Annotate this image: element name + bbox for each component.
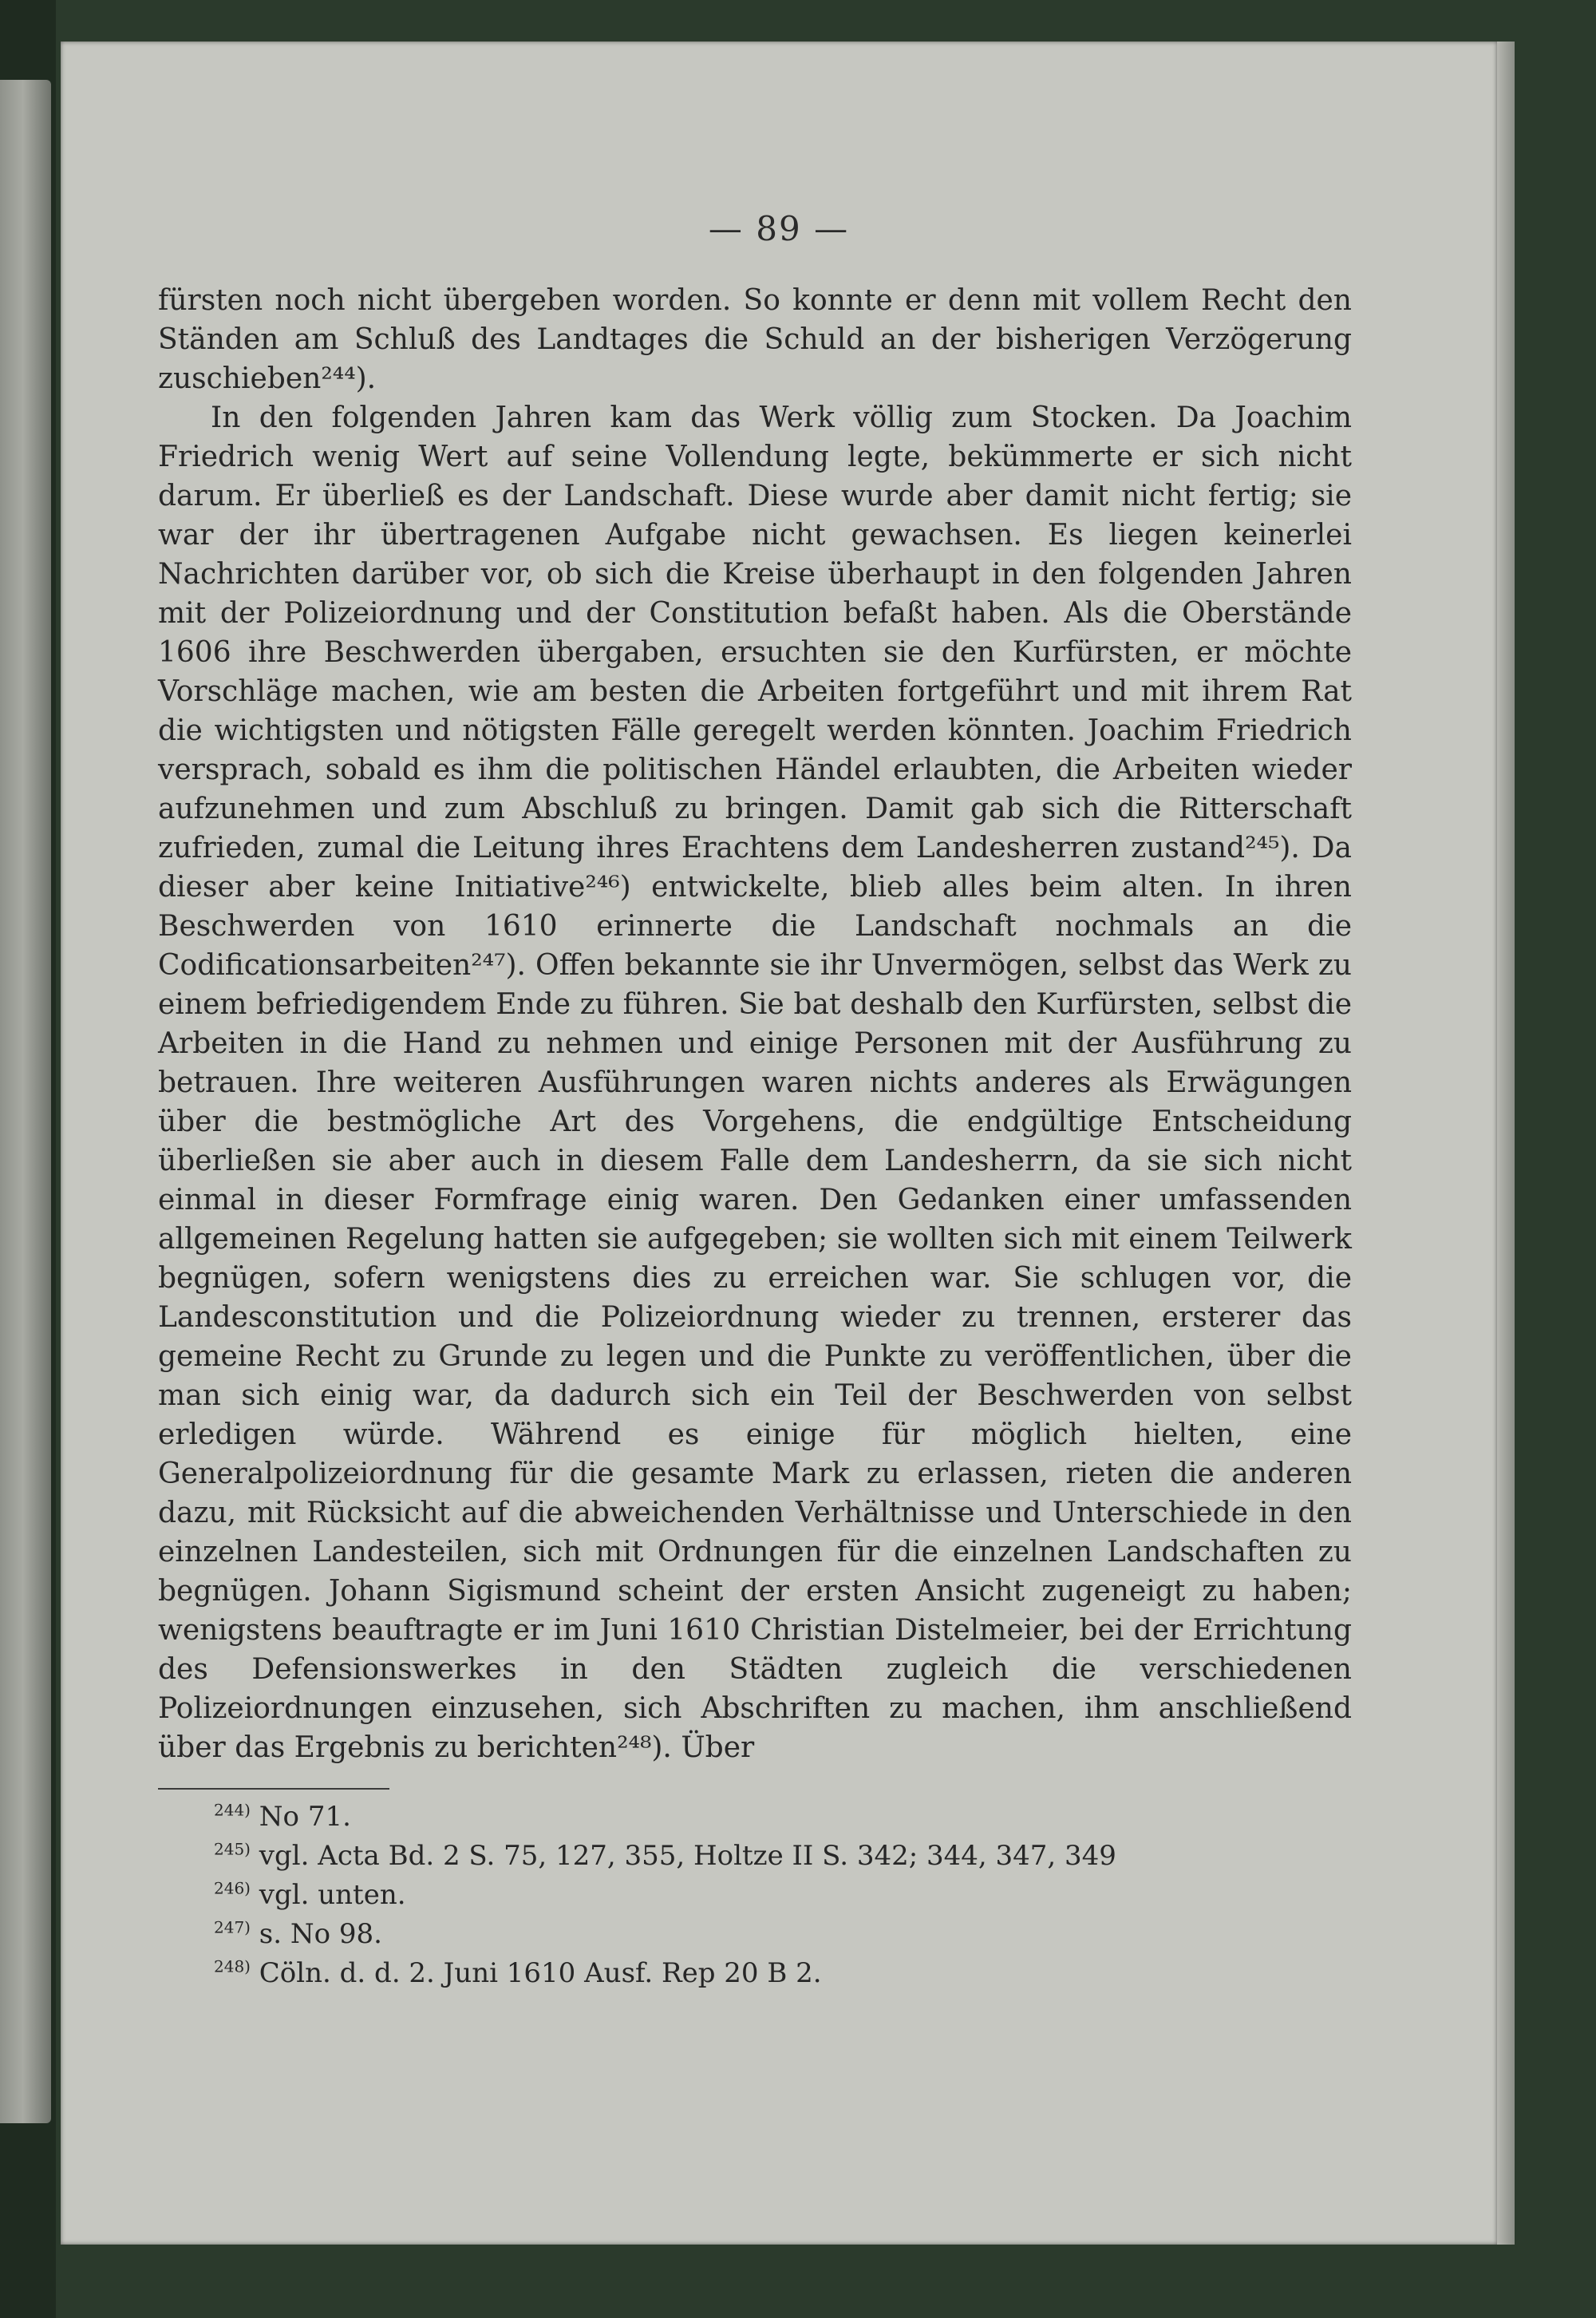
footnotes	[214, 1798, 1347, 1993]
page-stack-edge	[1497, 42, 1515, 2245]
footnote-244	[214, 1798, 1347, 1837]
footnote-number: 244)	[214, 1800, 251, 1820]
footnote-247	[214, 1915, 1347, 1954]
body-text	[158, 281, 1352, 1767]
footnote-text: vgl. Acta Bd. 2 S. 75, 127, 355, Holtze II S. 342; 344, 347, 349	[259, 1840, 1116, 1872]
book-page	[61, 42, 1497, 2245]
paragraph-continuation: fürsten noch nicht übergeben worden. So konnte er denn mit vollem Recht den Ständen am Schluß des Landtages die Schuld an der bisherigen Verzögerung zuschieben²⁴⁴).	[158, 284, 1352, 395]
footnote-number: 245)	[214, 1839, 251, 1859]
footnote-245	[214, 1837, 1347, 1876]
footnote-separator	[158, 1788, 389, 1790]
footnote-number: 247)	[214, 1917, 251, 1937]
footnote-248	[214, 1954, 1347, 1993]
paragraph-main: In den folgenden Jahren kam das Werk völlig zum Stocken. Da Joachim Friedrich wenig Wert auf seine Vollendung legte, bekümmerte er sich nicht darum. Er überließ es der Landschaft. Diese wurde aber damit nicht fertig; sie war der ihr übertragenen Aufgabe nicht gewachsen. Es liegen keinerlei Nachrichten darüber vor, ob sich die Kreise überhaupt in den folgenden Jahren mit der Polizeiordnung und der Constitution befaßt haben. Als die Oberstände 1606 ihre Beschwerden übergaben, ersuchten sie den Kurfürsten, er möchte Vorschläge machen, wie am besten die Arbeiten fortgeführt und mit ihrem Rat die wichtigsten und nötigsten Fälle geregelt werden könnten. Joachim Friedrich versprach, sobald es ihm die politischen Händel erlaubten, die Arbeiten wieder aufzunehmen und zum Abschluß zu bringen. Damit gab sich die Ritterschaft zufrieden, zumal die Leitung ihres Erachtens dem Landesherren zustand²⁴⁵). Da dieser aber keine Initiative²⁴⁶) entwickelte, blieb alles beim alten. In ihren Beschwerden von 1610 erinnerte die Landschaft nochmals an die Codificationsarbeiten²⁴⁷). Offen bekannte sie ihr Unvermögen, selbst das Werk zu einem befriedigendem Ende zu führen. Sie bat deshalb den Kurfürsten, selbst die Arbeiten in die Hand zu nehmen und einige Personen mit der Ausführung zu betrauen. Ihre weiteren Ausführungen waren nichts anderes als Erwägungen über die bestmögliche Art des Vorgehens, die endgültige Entscheidung überließen sie aber auch in diesem Falle dem Landesherrn, da sie sich nicht einmal in dieser Formfrage einig waren. Den Gedanken einer umfassenden allgemeinen Regelung hatten sie aufgegeben; sie wollten sich mit einem Teilwerk begnügen, sofern wenigstens dies zu erreichen war. Sie schlugen vor, die Landesconstitution und die Polizeiordnung wieder zu trennen, ersterer das gemeine Recht zu Grunde zu legen und die Punkte zu veröffentlichen, über die man sich einig war, da dadurch sich ein Teil der Beschwerden von selbst erledigen würde. Während es einige für möglich hielten, eine Generalpolizeiordnung für die gesamte Mark zu erlassen, rieten die anderen dazu, mit Rücksicht auf die abweichenden Verhältnisse und Unterschiede in den einzelnen Landesteilen, sich mit Ordnungen für die einzelnen Landschaften zu begnügen. Johann Sigismund scheint der ersten Ansicht zugeneigt zu haben; wenigstens beauftragte er im Juni 1610 Christian Distelmeier, bei der Errichtung des Defensionswerkes in den Städten zugleich die verschiedenen Polizeiordnungen einzusehen, sich Abschriften zu machen, ihm anschließend über das Ergebnis zu berichten²⁴⁸). Über	[158, 401, 1352, 1764]
footnote-text: s. No 98.	[259, 1918, 382, 1950]
footnote-number: 246)	[214, 1878, 251, 1898]
footnote-text: Cöln. d. d. 2. Juni 1610 Ausf. Rep 20 B 2.	[259, 1957, 822, 1989]
page-number: — 89 —	[708, 209, 850, 248]
footnote-text: No 71.	[259, 1801, 351, 1833]
footnote-number: 248)	[214, 1956, 251, 1976]
footnote-246	[214, 1876, 1347, 1915]
footnote-text: vgl. unten.	[259, 1879, 406, 1911]
facing-page-edge	[0, 80, 51, 2123]
